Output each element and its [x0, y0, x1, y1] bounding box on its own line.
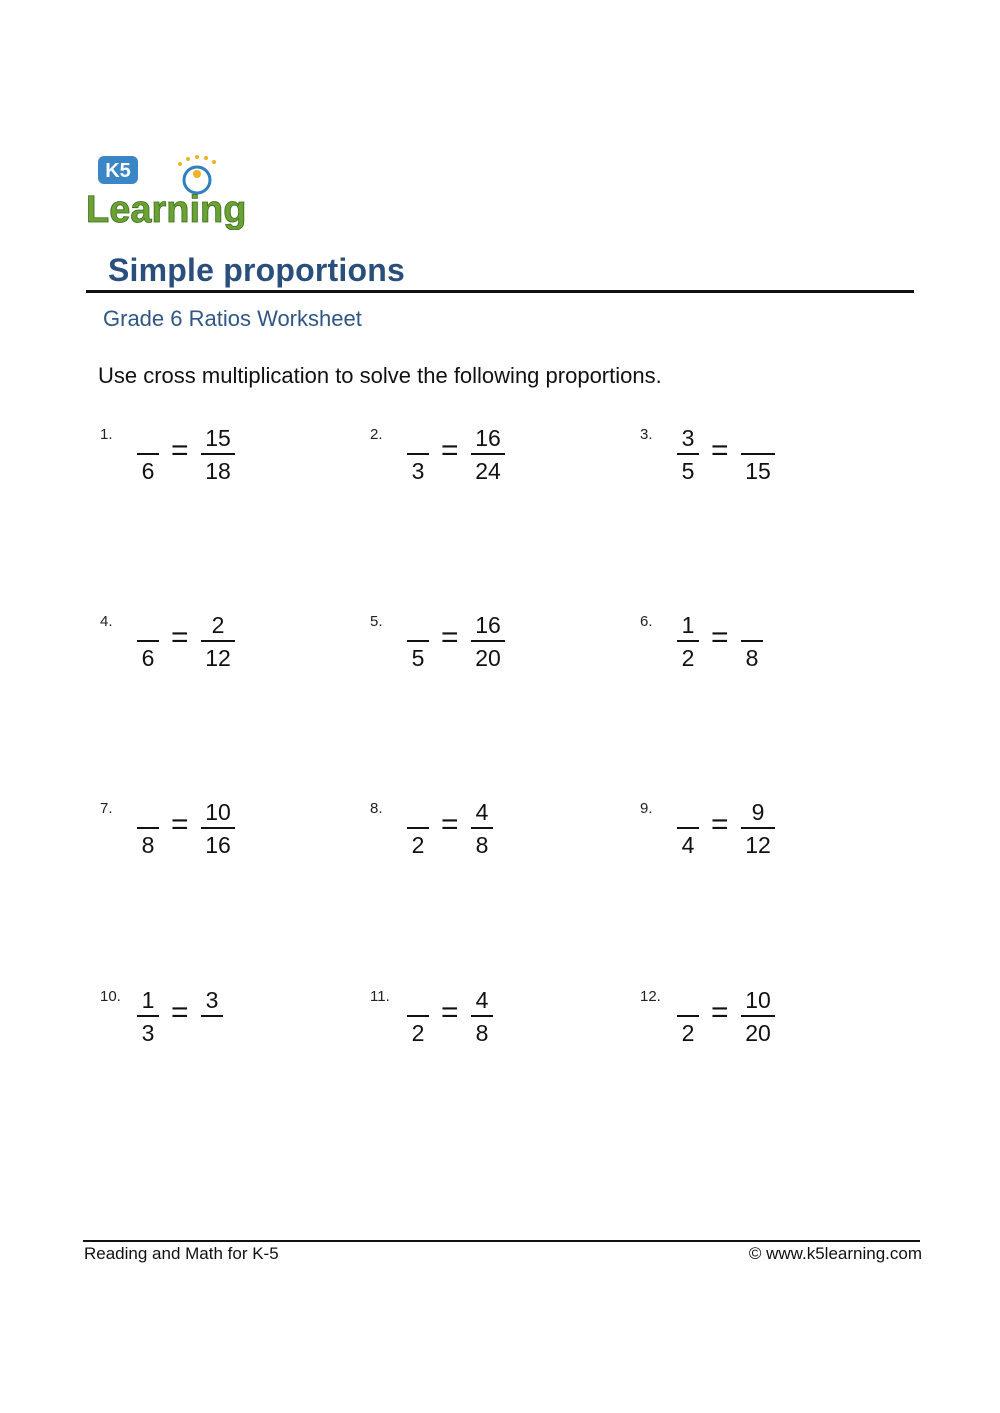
problem-number: 1. [100, 426, 113, 443]
problem-11 [370, 988, 590, 1068]
right-fraction [201, 986, 223, 1047]
right-fraction [471, 611, 505, 672]
logo-figure-head [193, 170, 201, 178]
right-fraction [471, 798, 493, 859]
instructions-text: Use cross multiplication to solve the following proportions. [98, 363, 662, 388]
page-title: Simple proportions [108, 252, 405, 288]
left-denominator: 5 [411, 645, 425, 671]
footer-copyright: © www.k5learning.com [748, 1244, 922, 1263]
equals-sign: = [441, 621, 459, 654]
equals-sign: = [711, 996, 729, 1029]
fraction-bar [201, 1015, 223, 1017]
page-subtitle: Grade 6 Ratios Worksheet [103, 306, 362, 331]
left-denominator: 2 [411, 832, 425, 858]
right-numerator: 4 [475, 987, 489, 1013]
problem-number: 8. [370, 800, 383, 817]
left-fraction [407, 611, 429, 672]
left-denominator: 2 [411, 1020, 425, 1046]
left-numerator: 1 [681, 612, 695, 638]
problem-7 [100, 800, 320, 880]
right-fraction [741, 424, 775, 485]
right-numerator: 16 [475, 425, 501, 451]
fraction-bar [741, 453, 775, 455]
right-numerator: 10 [745, 987, 771, 1013]
left-fraction [677, 424, 699, 485]
right-numerator: 2 [211, 612, 225, 638]
fraction-bar [201, 640, 235, 642]
right-numerator: 16 [475, 612, 501, 638]
left-denominator: 6 [141, 645, 155, 671]
fraction-bar [137, 640, 159, 642]
equals-sign: = [171, 996, 189, 1029]
left-denominator: 3 [141, 1020, 155, 1046]
right-denominator: 12 [205, 645, 231, 671]
problem-number: 9. [640, 800, 653, 817]
left-fraction [407, 986, 429, 1047]
problem-number: 5. [370, 613, 383, 630]
problem-number: 7. [100, 800, 113, 817]
right-denominator: 24 [475, 458, 501, 484]
fraction-bar [201, 453, 235, 455]
problem-number: 6. [640, 613, 653, 630]
equals-sign: = [711, 621, 729, 654]
left-fraction [137, 798, 159, 859]
problem-10 [100, 988, 320, 1068]
left-fraction [677, 611, 699, 672]
problem-1 [100, 426, 320, 506]
left-fraction [137, 611, 159, 672]
right-denominator: 8 [475, 832, 489, 858]
left-denominator: 8 [141, 832, 155, 858]
right-denominator: 16 [205, 832, 231, 858]
fraction-bar [407, 453, 429, 455]
right-numerator: 9 [751, 799, 765, 825]
right-denominator: 15 [745, 458, 771, 484]
right-numerator: 10 [205, 799, 231, 825]
fraction-bar [471, 453, 505, 455]
right-fraction [201, 611, 235, 672]
right-fraction [201, 798, 235, 859]
title-underline [86, 290, 914, 293]
fraction-bar [677, 453, 699, 455]
left-denominator: 3 [411, 458, 425, 484]
left-fraction [407, 424, 429, 485]
left-numerator: 1 [141, 987, 155, 1013]
problem-number: 3. [640, 426, 653, 443]
right-denominator: 20 [745, 1020, 771, 1046]
footer-left-text: Reading and Math for K-5 [84, 1244, 279, 1263]
fraction-bar [137, 827, 159, 829]
equals-sign: = [441, 808, 459, 841]
left-fraction [137, 424, 159, 485]
left-denominator: 5 [681, 458, 695, 484]
fraction-bar [677, 1015, 699, 1017]
problem-number: 10. [100, 988, 121, 1005]
equals-sign: = [441, 996, 459, 1029]
right-denominator: 20 [475, 645, 501, 671]
left-denominator: 6 [141, 458, 155, 484]
problem-number: 2. [370, 426, 383, 443]
equals-sign: = [711, 808, 729, 841]
right-fraction [471, 986, 493, 1047]
right-denominator: 8 [745, 645, 759, 671]
right-fraction [201, 424, 235, 485]
equals-sign: = [171, 621, 189, 654]
left-denominator: 2 [681, 1020, 695, 1046]
logo-wordmark: Learning [86, 189, 247, 230]
problem-8 [370, 800, 590, 880]
fraction-bar [407, 827, 429, 829]
left-fraction [677, 986, 699, 1047]
fraction-bar [407, 640, 429, 642]
problem-number: 11. [370, 988, 390, 1005]
left-fraction [407, 798, 429, 859]
fraction-bar [137, 453, 159, 455]
right-numerator: 4 [475, 799, 489, 825]
problem-12 [640, 988, 860, 1068]
problem-number: 12. [640, 988, 661, 1005]
right-denominator: 8 [475, 1020, 489, 1046]
fraction-bar [471, 1015, 493, 1017]
fraction-bar [201, 827, 235, 829]
fraction-bar [741, 1015, 775, 1017]
logo-badge-text: K5 [105, 160, 131, 182]
right-numerator: 15 [205, 425, 231, 451]
equals-sign: = [711, 434, 729, 467]
right-denominator: 12 [745, 832, 771, 858]
right-fraction [471, 424, 505, 485]
right-denominator: 18 [205, 458, 231, 484]
problem-2 [370, 426, 590, 506]
problem-number: 4. [100, 613, 113, 630]
fraction-bar [677, 827, 699, 829]
problem-3 [640, 426, 860, 506]
left-numerator: 3 [681, 425, 695, 451]
right-numerator: 3 [205, 987, 219, 1013]
left-denominator: 4 [681, 832, 695, 858]
fraction-bar [677, 640, 699, 642]
left-fraction [137, 986, 159, 1047]
fraction-bar [471, 640, 505, 642]
right-fraction [741, 798, 775, 859]
k5-learning-logo [84, 152, 259, 230]
problem-9 [640, 800, 860, 880]
fraction-bar [741, 640, 763, 642]
equals-sign: = [171, 434, 189, 467]
left-fraction [677, 798, 699, 859]
fraction-bar [471, 827, 493, 829]
equals-sign: = [171, 808, 189, 841]
right-fraction [741, 611, 763, 672]
equals-sign: = [441, 434, 459, 467]
problem-4 [100, 613, 320, 693]
footer-rule [83, 1240, 920, 1242]
fraction-bar [741, 827, 775, 829]
fraction-bar [407, 1015, 429, 1017]
problem-6 [640, 613, 860, 693]
left-denominator: 2 [681, 645, 695, 671]
fraction-bar [137, 1015, 159, 1017]
logo-stars [178, 155, 216, 166]
right-fraction [741, 986, 775, 1047]
problem-5 [370, 613, 590, 693]
